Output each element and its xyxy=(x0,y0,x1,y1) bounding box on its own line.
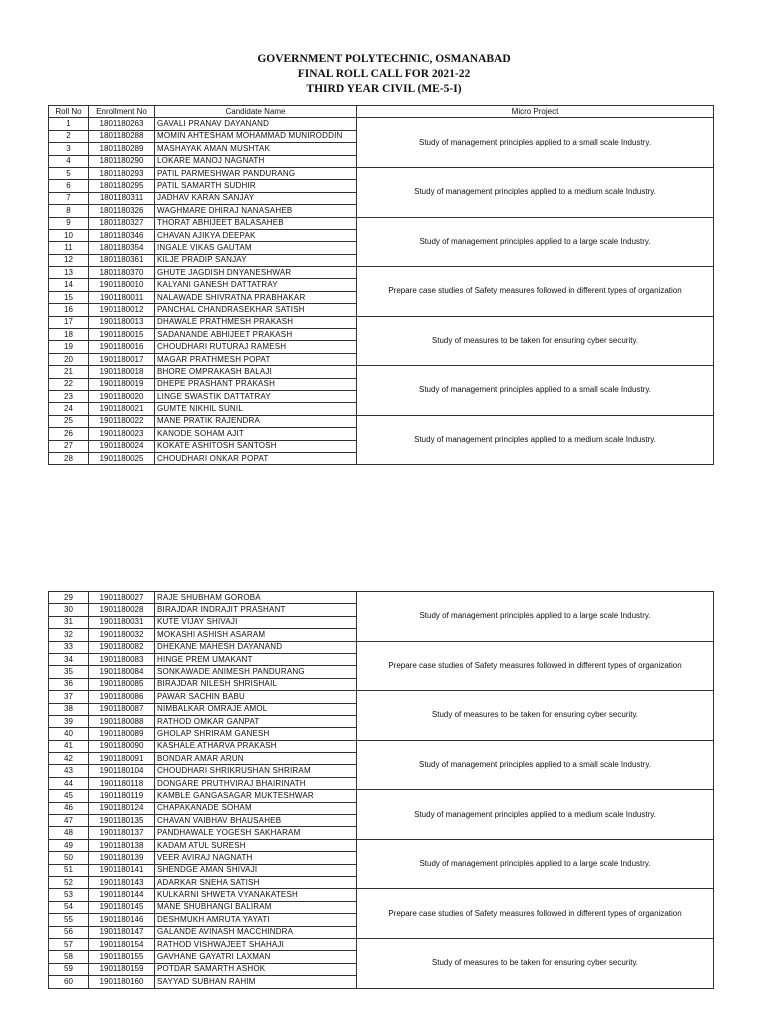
candidate-name-cell: GHUTE JAGDISH DNYANESHWAR xyxy=(155,267,357,279)
roll-no-cell: 59 xyxy=(49,963,89,975)
table-header-row xyxy=(49,106,714,118)
micro-project-cell: Study of management principles applied to a small scale Industry. xyxy=(357,740,714,790)
enrollment-no-cell: 1901180032 xyxy=(89,629,155,641)
candidate-name-cell: BHORE OMPRAKASH BALAJI xyxy=(155,366,357,378)
enrollment-no-cell: 1801180293 xyxy=(89,167,155,179)
enrollment-no-cell: 1901180020 xyxy=(89,390,155,402)
document-header xyxy=(0,52,768,97)
candidate-name-cell: PANCHAL CHANDRASEKHAR SATISH xyxy=(155,304,357,316)
enrollment-no-cell: 1901180155 xyxy=(89,951,155,963)
candidate-name-cell: RAJE SHUBHAM GOROBA xyxy=(155,592,357,604)
roll-no-cell: 21 xyxy=(49,366,89,378)
roll-no-cell: 51 xyxy=(49,864,89,876)
candidate-name-cell: GALANDE AVINASH MACCHINDRA xyxy=(155,926,357,938)
roll-no-cell: 43 xyxy=(49,765,89,777)
candidate-name-cell: THORAT ABHIJEET BALASAHEB xyxy=(155,217,357,229)
candidate-name-cell: GAVALI PRANAV DAYANAND xyxy=(155,118,357,130)
roll-no-cell: 29 xyxy=(49,592,89,604)
candidate-name-cell: SHENDGE AMAN SHIVAJI xyxy=(155,864,357,876)
roll-no-cell: 11 xyxy=(49,242,89,254)
roll-no-cell: 42 xyxy=(49,753,89,765)
roll-no-cell: 48 xyxy=(49,827,89,839)
candidate-name-cell: NIMBALKAR OMRAJE AMOL xyxy=(155,703,357,715)
micro-project-cell: Study of management principles applied to a small scale Industry. xyxy=(357,118,714,168)
table-row xyxy=(49,415,714,427)
candidate-name-cell: POTDAR SAMARTH ASHOK xyxy=(155,963,357,975)
candidate-name-cell: DESHMUKH AMRUTA YAYATI xyxy=(155,914,357,926)
micro-project-cell: Study of management principles applied to a medium scale Industry. xyxy=(357,415,714,465)
enrollment-no-cell: 1801180311 xyxy=(89,192,155,204)
roll-no-cell: 40 xyxy=(49,728,89,740)
column-header-micro-project: Micro Project xyxy=(357,106,714,118)
candidate-name-cell: WAGHMARE DHIRAJ NANASAHEB xyxy=(155,205,357,217)
roll-no-cell: 20 xyxy=(49,353,89,365)
candidate-name-cell: LOKARE MANOJ NAGNATH xyxy=(155,155,357,167)
roll-no-cell: 15 xyxy=(49,291,89,303)
micro-project-cell: Study of management principles applied to a large scale Industry. xyxy=(357,592,714,642)
enrollment-no-cell: 1901180146 xyxy=(89,914,155,926)
roll-no-cell: 19 xyxy=(49,341,89,353)
candidate-name-cell: HINGE PREM UMAKANT xyxy=(155,653,357,665)
enrollment-no-cell: 1901180084 xyxy=(89,666,155,678)
roll-no-cell: 5 xyxy=(49,167,89,179)
roll-no-cell: 26 xyxy=(49,428,89,440)
enrollment-no-cell: 1901180017 xyxy=(89,353,155,365)
candidate-name-cell: KILJE PRADIP SANJAY xyxy=(155,254,357,266)
roll-no-cell: 46 xyxy=(49,802,89,814)
enrollment-no-cell: 1901180082 xyxy=(89,641,155,653)
table-row xyxy=(49,790,714,802)
candidate-name-cell: KULKARNI SHWETA VYANAKATESH xyxy=(155,889,357,901)
roll-no-cell: 3 xyxy=(49,143,89,155)
enrollment-no-cell: 1901180025 xyxy=(89,452,155,464)
micro-project-cell: Study of measures to be taken for ensuring cyber security. xyxy=(357,316,714,366)
enrollment-no-cell: 1801180327 xyxy=(89,217,155,229)
micro-project-cell: Study of measures to be taken for ensuring cyber security. xyxy=(357,938,714,988)
roll-no-cell: 60 xyxy=(49,976,89,988)
enrollment-no-cell: 1901180141 xyxy=(89,864,155,876)
enrollment-no-cell: 1801180295 xyxy=(89,180,155,192)
enrollment-no-cell: 1901180119 xyxy=(89,790,155,802)
candidate-name-cell: DONGARE PRUTHVIRAJ BHAIRINATH xyxy=(155,777,357,789)
candidate-name-cell: RATHOD VISHWAJEET SHAHAJI xyxy=(155,938,357,950)
candidate-name-cell: PATIL PARMESHWAR PANDURANG xyxy=(155,167,357,179)
enrollment-no-cell: 1901180031 xyxy=(89,616,155,628)
roll-call-title: FINAL ROLL CALL FOR 2021-22 xyxy=(297,68,471,80)
table-row xyxy=(49,691,714,703)
column-header-candidate-name: Candidate Name xyxy=(155,106,357,118)
roll-no-cell: 36 xyxy=(49,678,89,690)
enrollment-no-cell: 1901180016 xyxy=(89,341,155,353)
enrollment-no-cell: 1801180289 xyxy=(89,143,155,155)
roll-no-cell: 35 xyxy=(49,666,89,678)
enrollment-no-cell: 1901180019 xyxy=(89,378,155,390)
roll-no-cell: 17 xyxy=(49,316,89,328)
candidate-name-cell: BIRAJDAR NILESH SHRISHAIL xyxy=(155,678,357,690)
roll-no-cell: 44 xyxy=(49,777,89,789)
candidate-name-cell: KUTE VIJAY SHIVAJI xyxy=(155,616,357,628)
roll-no-cell: 30 xyxy=(49,604,89,616)
enrollment-no-cell: 1901180088 xyxy=(89,715,155,727)
candidate-name-cell: KADAM ATUL SURESH xyxy=(155,839,357,851)
enrollment-no-cell: 1901180086 xyxy=(89,691,155,703)
enrollment-no-cell: 1901180137 xyxy=(89,827,155,839)
roll-no-cell: 23 xyxy=(49,390,89,402)
roll-no-cell: 41 xyxy=(49,740,89,752)
enrollment-no-cell: 1901180139 xyxy=(89,852,155,864)
column-header-roll-no: Roll No xyxy=(49,106,89,118)
candidate-name-cell: ADARKAR SNEHA SATISH xyxy=(155,876,357,888)
enrollment-no-cell: 1901180154 xyxy=(89,938,155,950)
enrollment-no-cell: 1901180145 xyxy=(89,901,155,913)
roll-no-cell: 39 xyxy=(49,715,89,727)
candidate-name-cell: CHAVAN VAIBHAV BHAUSAHEB xyxy=(155,815,357,827)
roll-no-cell: 57 xyxy=(49,938,89,950)
class-title: THIRD YEAR CIVIL (ME-5-I) xyxy=(306,83,462,95)
enrollment-no-cell: 1901180147 xyxy=(89,926,155,938)
roll-no-cell: 9 xyxy=(49,217,89,229)
enrollment-no-cell: 1901180118 xyxy=(89,777,155,789)
candidate-name-cell: KOKATE ASHITOSH SANTOSH xyxy=(155,440,357,452)
candidate-name-cell: KALYANI GANESH DATTATRAY xyxy=(155,279,357,291)
enrollment-no-cell: 1901180159 xyxy=(89,963,155,975)
enrollment-no-cell: 1901180023 xyxy=(89,428,155,440)
enrollment-no-cell: 1901180027 xyxy=(89,592,155,604)
candidate-name-cell: RATHOD OMKAR GANPAT xyxy=(155,715,357,727)
enrollment-no-cell: 1901180091 xyxy=(89,753,155,765)
enrollment-no-cell: 1801180361 xyxy=(89,254,155,266)
candidate-name-cell: JADHAV KARAN SANJAY xyxy=(155,192,357,204)
micro-project-cell: Study of management principles applied to a medium scale Industry. xyxy=(357,790,714,840)
roll-no-cell: 4 xyxy=(49,155,89,167)
roll-no-cell: 32 xyxy=(49,629,89,641)
micro-project-cell: Prepare case studies of Safety measures followed in different types of organization xyxy=(357,641,714,691)
enrollment-no-cell: 1901180028 xyxy=(89,604,155,616)
enrollment-no-cell: 1901180083 xyxy=(89,653,155,665)
institute-name: GOVERNMENT POLYTECHNIC, OSMANABAD xyxy=(257,53,511,65)
enrollment-no-cell: 1901180090 xyxy=(89,740,155,752)
candidate-name-cell: BIRAJDAR INDRAJIT PRASHANT xyxy=(155,604,357,616)
enrollment-no-cell: 1801180290 xyxy=(89,155,155,167)
roll-no-cell: 8 xyxy=(49,205,89,217)
enrollment-no-cell: 1901180013 xyxy=(89,316,155,328)
roll-no-cell: 14 xyxy=(49,279,89,291)
roll-table-body-page2 xyxy=(49,592,714,989)
micro-project-cell: Study of measures to be taken for ensuring cyber security. xyxy=(357,691,714,741)
roll-no-cell: 47 xyxy=(49,815,89,827)
enrollment-no-cell: 1901180011 xyxy=(89,291,155,303)
roll-no-cell: 16 xyxy=(49,304,89,316)
candidate-name-cell: PAWAR SACHIN BABU xyxy=(155,691,357,703)
roll-table-page2 xyxy=(48,591,714,989)
roll-no-cell: 53 xyxy=(49,889,89,901)
roll-no-cell: 13 xyxy=(49,267,89,279)
candidate-name-cell: KAMBLE GANGASAGAR MUKTESHWAR xyxy=(155,790,357,802)
enrollment-no-cell: 1801180370 xyxy=(89,267,155,279)
enrollment-no-cell: 1901180143 xyxy=(89,876,155,888)
roll-no-cell: 37 xyxy=(49,691,89,703)
enrollment-no-cell: 1801180326 xyxy=(89,205,155,217)
candidate-name-cell: LINGE SWASTIK DATTATRAY xyxy=(155,390,357,402)
roll-table-page1 xyxy=(48,105,714,465)
roll-no-cell: 2 xyxy=(49,130,89,142)
roll-no-cell: 1 xyxy=(49,118,89,130)
candidate-name-cell: MOKASHI ASHISH ASARAM xyxy=(155,629,357,641)
table-row xyxy=(49,938,714,950)
roll-no-cell: 45 xyxy=(49,790,89,802)
micro-project-cell: Study of management principles applied to a large scale Industry. xyxy=(357,839,714,889)
roll-no-cell: 38 xyxy=(49,703,89,715)
table-row xyxy=(49,366,714,378)
candidate-name-cell: VEER AVIRAJ NAGNATH xyxy=(155,852,357,864)
roll-no-cell: 18 xyxy=(49,329,89,341)
roll-no-cell: 33 xyxy=(49,641,89,653)
roll-table-body-page1 xyxy=(49,118,714,465)
candidate-name-cell: NALAWADE SHIVRATNA PRABHAKAR xyxy=(155,291,357,303)
enrollment-no-cell: 1901180012 xyxy=(89,304,155,316)
candidate-name-cell: GUMTE NIKHIL SUNIL xyxy=(155,403,357,415)
candidate-name-cell: CHOUDHARI SHRIKRUSHAN SHRIRAM xyxy=(155,765,357,777)
roll-no-cell: 27 xyxy=(49,440,89,452)
enrollment-no-cell: 1901180160 xyxy=(89,976,155,988)
enrollment-no-cell: 1801180346 xyxy=(89,229,155,241)
enrollment-no-cell: 1801180263 xyxy=(89,118,155,130)
enrollment-no-cell: 1901180018 xyxy=(89,366,155,378)
candidate-name-cell: GAVHANE GAYATRI LAXMAN xyxy=(155,951,357,963)
micro-project-cell: Study of management principles applied to a small scale Industry. xyxy=(357,366,714,416)
candidate-name-cell: KASHALE ATHARVA PRAKASH xyxy=(155,740,357,752)
candidate-name-cell: GHOLAP SHRIRAM GANESH xyxy=(155,728,357,740)
roll-no-cell: 24 xyxy=(49,403,89,415)
roll-no-cell: 56 xyxy=(49,926,89,938)
candidate-name-cell: MASHAYAK AMAN MUSHTAK xyxy=(155,143,357,155)
roll-no-cell: 54 xyxy=(49,901,89,913)
enrollment-no-cell: 1901180024 xyxy=(89,440,155,452)
enrollment-no-cell: 1901180135 xyxy=(89,815,155,827)
enrollment-no-cell: 1901180124 xyxy=(89,802,155,814)
table-row xyxy=(49,592,714,604)
enrollment-no-cell: 1901180022 xyxy=(89,415,155,427)
candidate-name-cell: MAGAR PRATHMESH POPAT xyxy=(155,353,357,365)
candidate-name-cell: SAYYAD SUBHAN RAHIM xyxy=(155,976,357,988)
roll-no-cell: 7 xyxy=(49,192,89,204)
candidate-name-cell: BONDAR AMAR ARUN xyxy=(155,753,357,765)
roll-no-cell: 6 xyxy=(49,180,89,192)
table-row xyxy=(49,316,714,328)
enrollment-no-cell: 1901180138 xyxy=(89,839,155,851)
enrollment-no-cell: 1901180087 xyxy=(89,703,155,715)
roll-no-cell: 50 xyxy=(49,852,89,864)
micro-project-cell: Study of management principles applied to a medium scale Industry. xyxy=(357,167,714,217)
candidate-name-cell: SADANANDE ABHIJEET PRAKASH xyxy=(155,329,357,341)
roll-no-cell: 12 xyxy=(49,254,89,266)
candidate-name-cell: CHAPAKANADE SOHAM xyxy=(155,802,357,814)
candidate-name-cell: INGALE VIKAS GAUTAM xyxy=(155,242,357,254)
table-row xyxy=(49,740,714,752)
candidate-name-cell: MANE PRATIK RAJENDRA xyxy=(155,415,357,427)
candidate-name-cell: CHOUDHARI RUTURAJ RAMESH xyxy=(155,341,357,353)
table-row xyxy=(49,889,714,901)
candidate-name-cell: CHOUDHARI ONKAR POPAT xyxy=(155,452,357,464)
candidate-name-cell: KANODE SOHAM AJIT xyxy=(155,428,357,440)
table-row xyxy=(49,167,714,179)
roll-no-cell: 49 xyxy=(49,839,89,851)
enrollment-no-cell: 1901180010 xyxy=(89,279,155,291)
candidate-name-cell: MOMIN AHTESHAM MOHAMMAD MUNIRODDIN xyxy=(155,130,357,142)
roll-no-cell: 28 xyxy=(49,452,89,464)
candidate-name-cell: PATIL SAMARTH SUDHIR xyxy=(155,180,357,192)
candidate-name-cell: MANE SHUBHANGI BALIRAM xyxy=(155,901,357,913)
enrollment-no-cell: 1801180288 xyxy=(89,130,155,142)
table-row xyxy=(49,118,714,130)
roll-no-cell: 22 xyxy=(49,378,89,390)
column-header-enrollment-no: Enrollment No xyxy=(89,106,155,118)
enrollment-no-cell: 1901180021 xyxy=(89,403,155,415)
enrollment-no-cell: 1901180085 xyxy=(89,678,155,690)
micro-project-cell: Study of management principles applied to a large scale Industry. xyxy=(357,217,714,267)
candidate-name-cell: PANDHAWALE YOGESH SAKHARAM xyxy=(155,827,357,839)
roll-no-cell: 55 xyxy=(49,914,89,926)
micro-project-cell: Prepare case studies of Safety measures followed in different types of organization xyxy=(357,889,714,939)
candidate-name-cell: DHAWALE PRATHMESH PRAKASH xyxy=(155,316,357,328)
table-row xyxy=(49,641,714,653)
candidate-name-cell: DHEPE PRASHANT PRAKASH xyxy=(155,378,357,390)
roll-no-cell: 34 xyxy=(49,653,89,665)
roll-no-cell: 10 xyxy=(49,229,89,241)
roll-no-cell: 25 xyxy=(49,415,89,427)
enrollment-no-cell: 1801180354 xyxy=(89,242,155,254)
table-row xyxy=(49,217,714,229)
enrollment-no-cell: 1901180144 xyxy=(89,889,155,901)
candidate-name-cell: CHAVAN AJIKYA DEEPAK xyxy=(155,229,357,241)
candidate-name-cell: DHEKANE MAHESH DAYANAND xyxy=(155,641,357,653)
roll-no-cell: 58 xyxy=(49,951,89,963)
roll-no-cell: 31 xyxy=(49,616,89,628)
enrollment-no-cell: 1901180104 xyxy=(89,765,155,777)
table-row xyxy=(49,267,714,279)
candidate-name-cell: SONKAWADE ANIMESH PANDURANG xyxy=(155,666,357,678)
enrollment-no-cell: 1901180089 xyxy=(89,728,155,740)
micro-project-cell: Prepare case studies of Safety measures followed in different types of organization xyxy=(357,267,714,317)
table-row xyxy=(49,839,714,851)
roll-no-cell: 52 xyxy=(49,876,89,888)
enrollment-no-cell: 1901180015 xyxy=(89,329,155,341)
